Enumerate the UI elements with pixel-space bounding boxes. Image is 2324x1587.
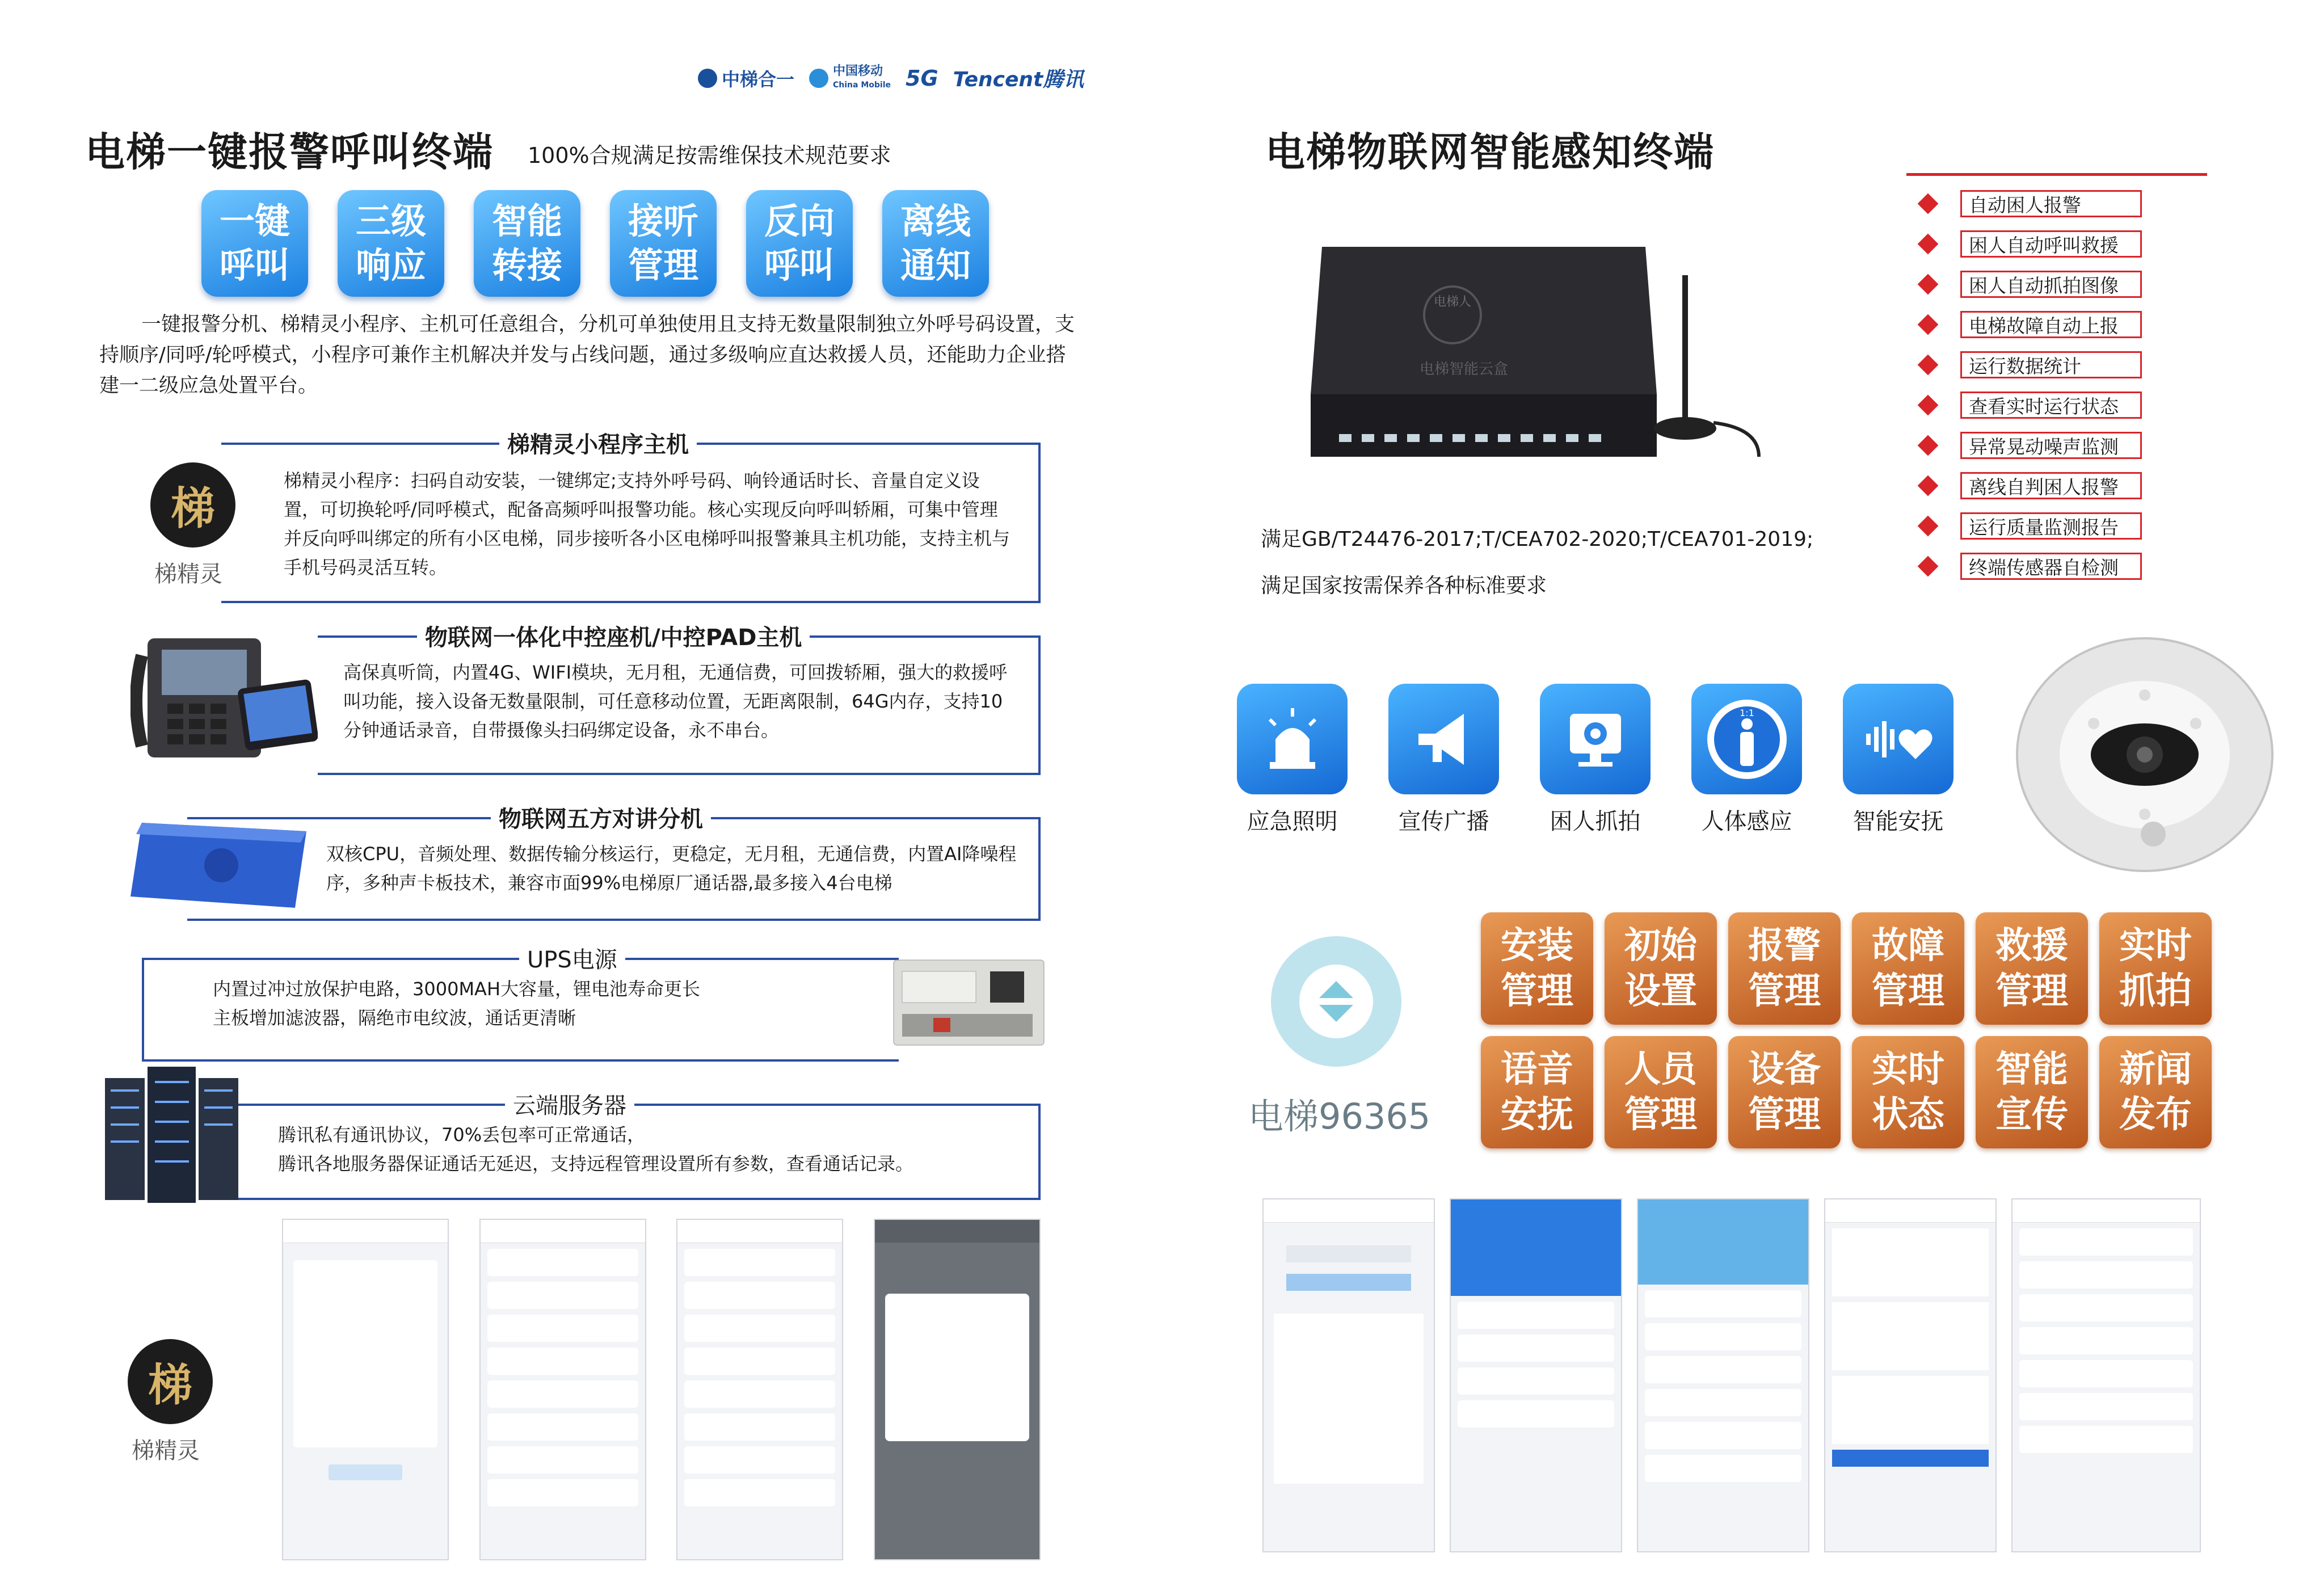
feature-label: 电梯故障自动上报 — [1960, 311, 2142, 338]
feature-badges — [201, 190, 989, 297]
feature-label: 查看实时运行状态 — [1960, 392, 2142, 419]
ups-module-icon — [888, 949, 1050, 1051]
section-desk-phone-body: 高保真听筒，内置4G、WIFI模块，无月租，无通信费，可回拨轿厢，强大的救援呼叫功能，接入设备无数量限制，可任意移动位置，无距离限制，64G内存，支持10分钟通话录音，自带摄像头扫码绑定设备，永不串台。 — [343, 662, 1008, 741]
feature-label: 异常晃动噪声监测 — [1960, 432, 2142, 459]
section-cloud-body: 腾讯私有通讯协议，70%丢包率可正常通话， 腾讯各地服务器保证通话无延迟，支持远程管理设置所有参数，查看通话记录。 — [278, 1124, 914, 1175]
sensor-icons — [1237, 684, 1953, 836]
icon-label: 智能安抚 — [1853, 809, 1944, 835]
feature-badge: 三级 响应 — [338, 190, 444, 297]
module-tile: 故障 管理 — [1852, 912, 1964, 1025]
diamond-bullet-icon — [1918, 274, 1939, 295]
feature-label: 运行质量监测报告 — [1960, 512, 2142, 540]
feature-item — [1921, 512, 2142, 540]
feature-badge: 离线 通知 — [882, 190, 989, 297]
icon-capture — [1540, 684, 1651, 836]
section-intercom-body: 双核CPU，音频处理、数据传输分核运行，更稳定，无月租，无通信费，内置AI降噪程序，多种声卡板技术，兼容市面99%电梯原厂通话器,最多接入4台电梯 — [326, 843, 1017, 894]
module-tile: 设备 管理 — [1728, 1036, 1841, 1148]
diamond-bullet-icon — [1918, 556, 1939, 577]
section-mini-program-title: 梯精灵小程序主机 — [499, 427, 697, 459]
module-tile: 语音 安抚 — [1481, 1036, 1593, 1148]
feature-item — [1921, 432, 2142, 459]
feature-list — [1921, 190, 2142, 593]
module-tile: 报警 管理 — [1728, 912, 1841, 1025]
module-tile: 安装 管理 — [1481, 912, 1593, 1025]
feature-label: 困人自动抓拍图像 — [1960, 271, 2142, 298]
desk-phone-icon — [130, 633, 318, 772]
server-rack-image — [105, 1067, 241, 1206]
feature-label: 运行数据统计 — [1960, 351, 2142, 378]
module-tile: 智能 宣传 — [1976, 1036, 2088, 1148]
app-screenshot-header — [283, 1220, 448, 1243]
partner-logos — [698, 64, 1084, 92]
arrow-down-icon — [1319, 1005, 1353, 1022]
app-screenshot-1 — [282, 1219, 449, 1560]
zhongti-logo-icon — [698, 69, 717, 88]
left-subtitle: 100%合规满足按需维保技术规范要求 — [528, 143, 891, 168]
icon-broadcast — [1388, 684, 1499, 836]
tijingling-caption-bottom: 梯精灵 — [132, 1438, 200, 1464]
app-screenshot-3 — [676, 1219, 843, 1560]
elevator-96365-logo-icon — [1271, 936, 1401, 1067]
intercom-device-image — [125, 817, 318, 914]
logo-zhongti: 中梯合一 — [698, 65, 794, 91]
logo-china-mobile: 中国移动 China Mobile — [809, 65, 891, 92]
voice-heart-icon — [1862, 705, 1935, 773]
icon-body-sensor — [1691, 684, 1802, 836]
icon-label: 人体感应 — [1701, 809, 1792, 835]
diamond-bullet-icon — [1918, 516, 1939, 537]
section-ups-title: UPS电源 — [519, 942, 625, 974]
diamond-bullet-icon — [1918, 234, 1939, 255]
logo-tencent: Tencent腾讯 — [953, 68, 1084, 91]
ceiling-sensor-icon — [2009, 633, 2281, 877]
arrow-up-icon — [1319, 981, 1353, 998]
tijingling-logo-bottom-icon: 梯 — [128, 1339, 213, 1424]
app-screenshot-8 — [1824, 1198, 1997, 1552]
section-desk-phone-title: 物联网一体化中控座机/中控PAD主机 — [417, 620, 810, 652]
elevator-96365-caption: 电梯96365 — [1248, 1096, 1431, 1137]
desk-phone-image — [130, 633, 318, 772]
diamond-bullet-icon — [1918, 355, 1939, 376]
feature-label: 自动困人报警 — [1960, 190, 2142, 217]
app-screenshot-6 — [1450, 1198, 1622, 1552]
tijingling-caption: 梯精灵 — [154, 561, 222, 587]
right-title: 电梯物联网智能感知终端 — [1265, 129, 1715, 175]
logo-5g: 5G — [906, 65, 938, 91]
icon-emergency-light — [1237, 684, 1348, 836]
module-tile: 人员 管理 — [1605, 1036, 1717, 1148]
module-tile: 初始 设置 — [1605, 912, 1717, 1025]
standard-line-1: 满足GB/T24476-2017;T/CEA702-2020;T/CEA701-2019; — [1261, 528, 1814, 551]
smart-cloud-box-image — [1305, 241, 1884, 468]
left-title: 电梯一键报警呼叫终端 — [85, 129, 494, 175]
feature-badge: 反向 呼叫 — [746, 190, 853, 297]
feature-item — [1921, 271, 2142, 298]
app-screenshot-4 — [874, 1219, 1041, 1560]
section-intercom-title: 物联网五方对讲分机 — [491, 801, 711, 834]
diamond-bullet-icon — [1918, 395, 1939, 416]
feature-item — [1921, 190, 2142, 217]
icon-label: 困人抓拍 — [1550, 809, 1641, 835]
ceiling-sensor-image — [2009, 633, 2281, 877]
section-cloud-title: 云端服务器 — [505, 1088, 634, 1120]
app-screenshot-7 — [1637, 1198, 1809, 1552]
management-modules — [1481, 912, 2212, 1148]
megaphone-icon — [1410, 705, 1478, 773]
china-mobile-logo-icon — [809, 69, 828, 88]
section-mini-program-body: 梯精灵小程序：扫码自动安装，一键绑定;支持外呼号码、响铃通话时长、音量自定义设置，可切换轮呼/同呼模式，配备高频呼叫报警功能。核心实现反向呼叫轿厢，可集中管理并反向呼叫绑定的所有小区电梯，同步接听各小区电梯呼叫报警兼具主机功能，支持主机与手机号码灵活互转。 — [284, 470, 1011, 578]
ups-image — [888, 949, 1050, 1051]
device-label: 电梯智能云盒 — [1419, 361, 1508, 378]
standard-line-2: 满足国家按需保养各种标准要求 — [1261, 574, 1547, 597]
diamond-bullet-icon — [1918, 435, 1939, 456]
feature-item — [1921, 553, 2142, 580]
feature-label: 终端传感器自检测 — [1960, 553, 2142, 580]
feature-badge: 智能 转接 — [474, 190, 580, 297]
app-screenshot-9 — [2011, 1198, 2201, 1552]
tijingling-logo-icon: 梯 — [150, 462, 235, 548]
person-sensor-icon — [1704, 697, 1790, 782]
module-tile: 救援 管理 — [1976, 912, 2088, 1025]
diamond-bullet-icon — [1918, 193, 1939, 214]
module-tile: 新闻 发布 — [2099, 1036, 2212, 1148]
server-rack-icon — [105, 1067, 241, 1206]
app-screenshot-5 — [1262, 1198, 1435, 1552]
camera-monitor-icon — [1561, 705, 1630, 773]
feature-item — [1921, 351, 2142, 378]
feature-label: 困人自动呼叫救援 — [1960, 230, 2142, 258]
siren-light-icon — [1258, 705, 1327, 773]
app-screenshot-2 — [479, 1219, 646, 1560]
feature-item — [1921, 472, 2142, 499]
feature-label: 离线自判困人报警 — [1960, 472, 2142, 499]
feature-badge: 接听 管理 — [610, 190, 717, 297]
module-tile: 实时 状态 — [1852, 1036, 1964, 1148]
diamond-bullet-icon — [1918, 475, 1939, 496]
device-brand: 电梯人 — [1433, 295, 1471, 309]
sensor-badge: 1:1 — [1739, 707, 1754, 718]
feature-item — [1921, 311, 2142, 338]
diamond-bullet-icon — [1918, 314, 1939, 335]
feature-item — [1921, 392, 2142, 419]
icon-label: 宣传广播 — [1398, 809, 1489, 835]
feature-badge: 一键 呼叫 — [201, 190, 308, 297]
cloud-box-icon — [1305, 241, 1884, 468]
intercom-box-icon — [125, 817, 318, 914]
feature-item — [1921, 230, 2142, 258]
feature-list-rule — [1906, 173, 2207, 176]
section-ups-body: 内置过冲过放保护电路，3000MAH大容量，锂电池寿命更长 主板增加滤波器，隔绝市电纹波，通话更清晰 — [213, 978, 701, 1029]
standards-text — [1261, 516, 1813, 609]
icon-label: 应急照明 — [1247, 809, 1338, 835]
module-tile: 实时 抓拍 — [2099, 912, 2212, 1025]
icon-soothing — [1843, 684, 1953, 836]
intro-paragraph: 一键报警分机、梯精灵小程序、主机可任意组合，分机可单独使用且支持无数量限制独立外呼号码设置，支持顺序/同呼/轮呼模式，小程序可兼作主机解决并发与占线问题，通过多级响应直达救援人员，还能助力企业搭建一二级应急处置平台。 — [99, 313, 1075, 397]
